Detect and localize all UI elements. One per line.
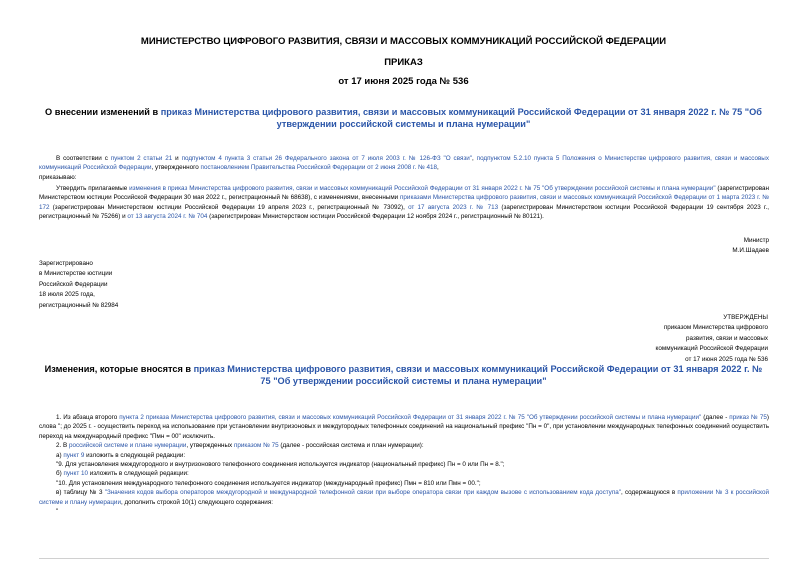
- changes-link[interactable]: изменения в приказ Министерства цифрового развития, связи и массовых коммуникаций Российской Федерации от 31 января 2022 г. № 75 "Об утверждении российской системы и плана нумерации": [129, 185, 716, 192]
- order-75-link[interactable]: приказ № 75: [729, 414, 767, 421]
- order-75-clause-link[interactable]: пункта 2 приказа Министерства цифрового развития, связи и массовых коммуникаций Российской Федерации от 31 января 2022 г. № 75 "Об утверждении российской системы и плана нумерации": [119, 414, 702, 421]
- preamble-paragraph: [39, 154, 769, 182]
- changes-title: [40, 363, 767, 387]
- order-713-link[interactable]: от 17 августа 2023 г. № 713: [408, 203, 499, 211]
- approve-paragraph: [39, 184, 769, 222]
- title-prefix: О внесении изменений в: [45, 107, 161, 117]
- numbering-system-link[interactable]: российской системе и плане нумерации: [68, 442, 187, 450]
- table-3-link[interactable]: "Значения кодов выбора операторов междугородной и международной телефонной связи при выборе оператора связи при каждом вызове с использованием кода доступа": [104, 489, 621, 497]
- change-item-2: 2. В российской системе и плане нумерации, утвержденных приказом № 75 (далее - российская система и план нумерации):: [56, 442, 424, 450]
- clause-10-link[interactable]: пункт 10: [63, 470, 88, 478]
- document-title: [40, 106, 767, 130]
- change-item-2a: а) пункт 9 изложить в следующей редакции:: [56, 451, 186, 459]
- document-date: от 17 июня 2025 года № 536: [338, 76, 469, 87]
- order-704-link[interactable]: от 13 августа 2024 г. № 704: [127, 213, 208, 221]
- changes-list: [39, 413, 769, 516]
- page-divider: [39, 558, 769, 559]
- law-article-link[interactable]: пунктом 2 статьи 21: [110, 155, 173, 162]
- approval-stamp: УТВЕРЖДЕНЫ приказом Министерства цифрового развития, связи и массовых коммуникаций Российской Федерации от 17 июня 2025 года № 536: [655, 314, 768, 363]
- preamble-text: В соответствии с пунктом 2 статьи 21 и подпунктом 4 пункта 3 статьи 26 Федерального закона от 7 июля 2003 г. № 126-ФЗ "О связи", подпунктом 5.2.10 пункта 5 Положения о Министерстве цифрового развития, связи и массовых коммуникаций Российской Федерации, утвержденного постановлением Правительства Российской Федерации от 2 июня 2008 г. № 418,: [39, 155, 769, 172]
- signature-position: Министр: [743, 237, 769, 244]
- approve-text: Утвердить прилагаемые изменения в приказ Министерства цифрового развития, связи и массовых коммуникаций Российской Федерации от 31 января 2022 г. № 75 "Об утверждении российской системы и плана нумерации" (зарегистрирован Министерством юстиции Российской Федерации 30 мая 2022 г., регистрационный № 68638), с изменениями, внесенными приказами Министерства цифрового развития, связи и массовых коммуникаций Российской Федерации от 1 марта 2023 г. № 172 (зарегистрирован Министерством юстиции Российской Федерации 19 апреля 2023 г., регистрационный № 73092), от 17 августа 2023 г. № 713 (зарегистрирован Министерством юстиции Российской Федерации 19 сентября 2023 г., регистрационный № 75266) и от 13 августа 2024 г. № 704 (зарегистрирован Министерством юстиции Российской Федерации 12 ноября 2024 г., регистрационный № 80121).: [39, 185, 770, 221]
- change-item-1: 1. Из абзаца второго пункта 2 приказа Министерства цифрового развития, связи и массовых коммуникаций Российской Федерации от 31 января 2022 г. № 75 "Об утверждении российской системы и плана нумерации" (далее - приказ № 75) слова "; до 2025 г. - осуществить переход на использование при установлении внутризоновых и междугородных телефонных соединений на национальный префикс "Пн = 0", при установлении международных телефонных соединений осуществить переход на международный префикс "Пмн = 00" исключить.: [39, 414, 769, 440]
- ministry-heading: МИНИСТЕРСТВО ЦИФРОВОГО РАЗВИТИЯ, СВЯЗИ И МАССОВЫХ КОММУНИКАЦИЙ РОССИЙСКОЙ ФЕДЕРАЦИИ: [140, 36, 667, 47]
- change-item-2c: в) таблицу № 3 "Значения кодов выбора операторов междугородной и международной телефонной связи при выборе оператора связи при каждом вызове с использованием кода доступа", содержащуюся в приложении № 3 к российской системе и плану нумерации, дополнить строкой 10(1) следующего содержания:: [39, 489, 770, 506]
- changes-title-order-link[interactable]: приказ Министерства цифрового развития, связи и массовых коммуникаций Российской Федерации от 31 января 2022 г. № 75 "Об утверждении российской системы и плана нумерации": [193, 364, 763, 386]
- signature-name: М.И.Шадаев: [732, 247, 769, 254]
- registration-block: Зарегистрировано в Министерстве юстиции Российской Федерации 18 июля 2025 года, регистрационный № 82984: [39, 260, 119, 309]
- clause-9-text: "9. Для установления междугородного и внутризонового телефонного соединения используется индикатор (национальный префикс) Пн = 0 или Пн = 8.";: [56, 461, 505, 469]
- document-type: ПРИКАЗ: [384, 57, 423, 68]
- amending-orders-link[interactable]: приказами Министерства цифрового развития, связи и массовых коммуникаций Российской Федерации от 1 марта 2023 г. № 172: [39, 194, 769, 211]
- regulation-link[interactable]: подпунктом 5.2.10 пункта 5 Положения о Министерстве цифрового развития, связи и массовых коммуникаций Российской Федерации: [39, 155, 769, 172]
- law-subclause-link[interactable]: подпунктом 4 пункта 3 статьи 26 Федерального закона от 7 июля 2003 г. № 126-ФЗ "О связи": [181, 155, 473, 162]
- clause-9-link[interactable]: пункт 9: [63, 451, 85, 459]
- order-75-ref-link[interactable]: приказом № 75: [233, 442, 279, 450]
- clause-10-text: "10. Для установления международного телефонного соединения используется индикатор (международный префикс) Пмн = 810 или Пмн = 00.";: [56, 479, 481, 487]
- government-decree-link[interactable]: постановлением Правительства Российской Федерации от 2 июня 2008 г. № 418: [200, 164, 438, 172]
- quote-mark: ": [56, 508, 59, 516]
- changes-title-prefix: Изменения, которые вносятся в: [44, 364, 194, 374]
- appendix-3-link[interactable]: приложении № 3 к российской системе и плану нумерации: [39, 489, 770, 506]
- title-order-link[interactable]: приказ Министерства цифрового развития, связи и массовых коммуникаций Российской Федерации от 31 января 2022 г. № 75 "Об утверждении российской системы и плана нумерации": [160, 107, 762, 129]
- change-item-2b: б) пункт 10 изложить в следующей редакции:: [56, 470, 189, 478]
- order-word: приказываю:: [39, 173, 77, 181]
